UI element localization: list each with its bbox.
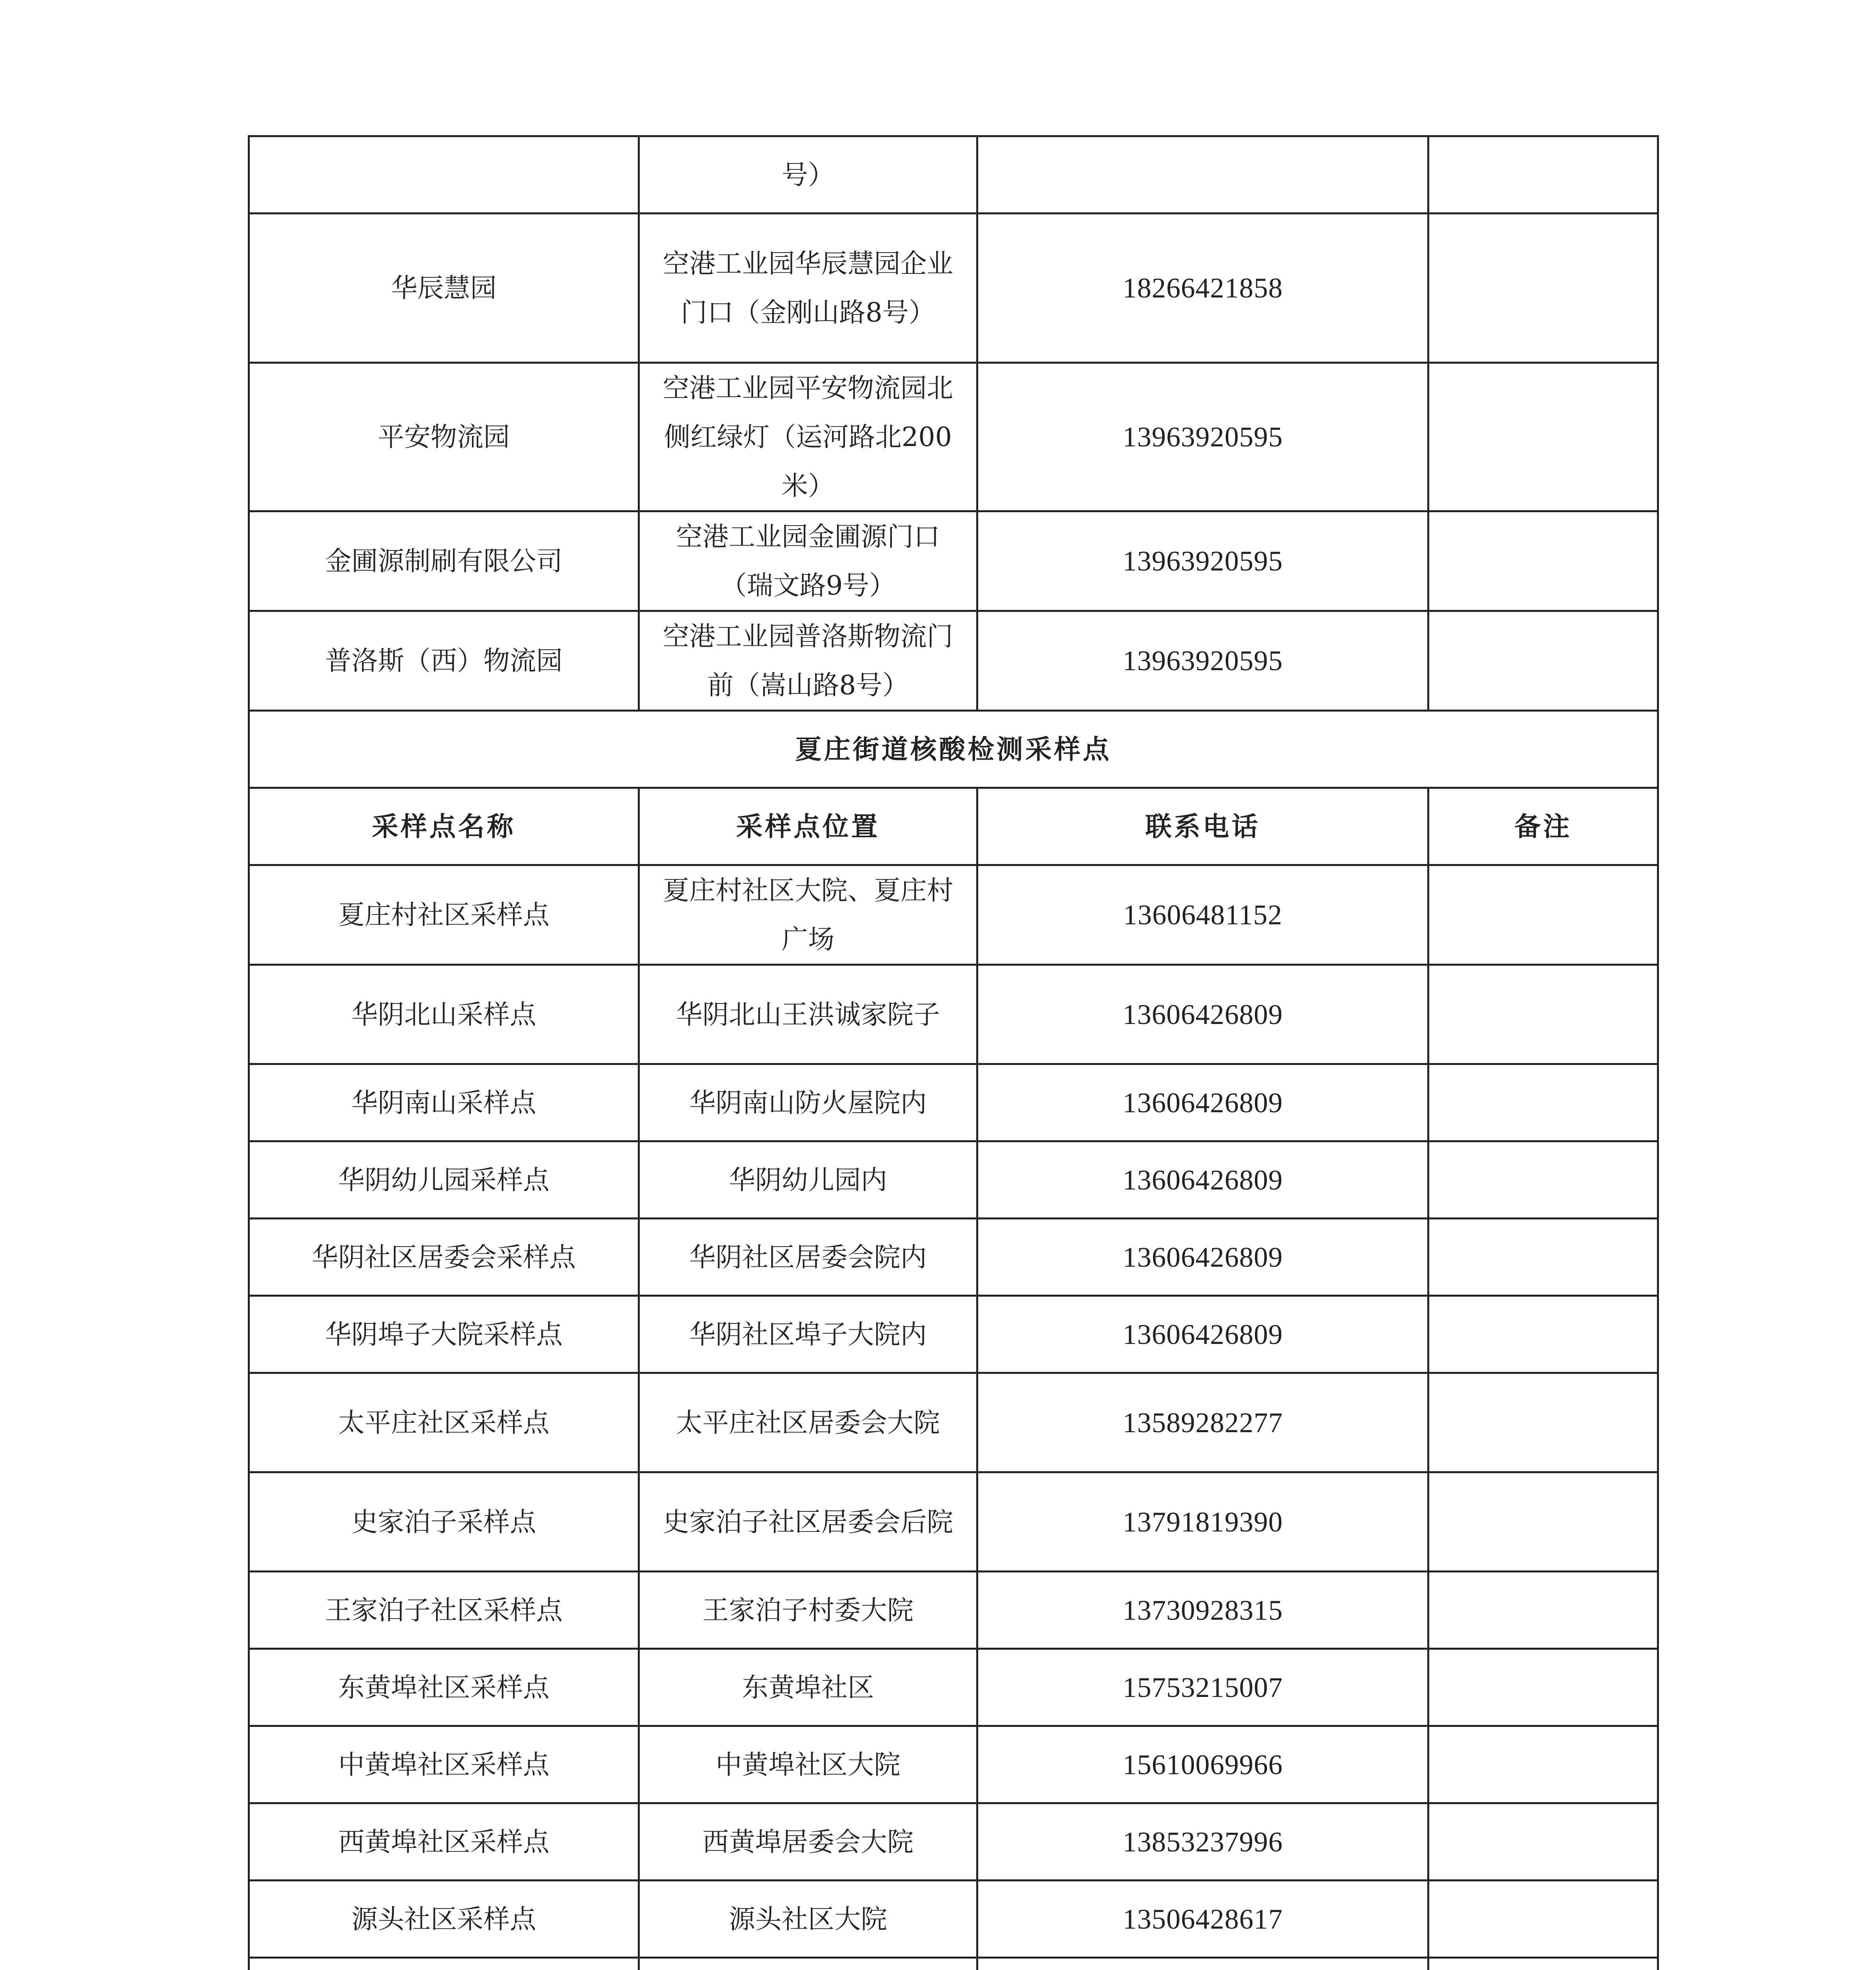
phone-cell: 13791819390 (977, 1472, 1428, 1572)
name-cell: 金圃源制刷有限公司 (249, 511, 639, 611)
phone-cell: 15753215007 (977, 1649, 1428, 1726)
location-cell: 中黄埠社区大院 (639, 1726, 977, 1803)
name-cell: 华阴南山采样点 (249, 1064, 639, 1141)
location-cell: 号） (639, 136, 977, 214)
note-cell (1428, 1803, 1658, 1881)
phone-cell: 13963920595 (977, 363, 1428, 511)
table-row (249, 1296, 1658, 1373)
table-row (249, 1141, 1658, 1219)
location-cell: 空港工业园普洛斯物流门前（嵩山路8号） (639, 611, 977, 711)
name-cell: 平安物流园 (249, 363, 639, 511)
column-header-note: 备注 (1428, 788, 1658, 865)
name-cell (249, 1958, 639, 1970)
table-row (249, 965, 1658, 1064)
location-cell: 源头社区大院 (639, 1881, 977, 1958)
note-cell (1428, 865, 1658, 965)
name-cell: 中黄埠社区采样点 (249, 1726, 639, 1803)
phone-cell: 13589282277 (977, 1373, 1428, 1472)
table-row (249, 611, 1658, 711)
location-cell: 华阴社区埠子大院内 (639, 1296, 977, 1373)
table-row (249, 1472, 1658, 1572)
table-row (249, 1219, 1658, 1296)
note-cell (1428, 511, 1658, 611)
note-cell (1428, 1649, 1658, 1726)
name-cell: 华阴幼儿园采样点 (249, 1141, 639, 1219)
phone-cell: 15610069966 (977, 1726, 1428, 1803)
table-row (249, 214, 1658, 363)
location-cell: 华阴北山王洪诚家院子 (639, 965, 977, 1064)
note-cell (1428, 1958, 1658, 1970)
location-cell: 空港工业园华辰慧园企业门口（金刚山路8号） (639, 214, 977, 363)
location-cell: 东黄埠社区 (639, 1649, 977, 1726)
note-cell (1428, 136, 1658, 214)
location-cell: 华阴幼儿园内 (639, 1141, 977, 1219)
name-cell: 华阴北山采样点 (249, 965, 639, 1064)
table-row (249, 1726, 1658, 1803)
note-cell (1428, 1219, 1658, 1296)
table-row (249, 1803, 1658, 1881)
location-cell: 华阴南山防火屋院内 (639, 1064, 977, 1141)
name-cell: 夏庄村社区采样点 (249, 865, 639, 965)
phone-cell: 13606426809 (977, 1064, 1428, 1141)
name-cell: 华阴社区居委会采样点 (249, 1219, 639, 1296)
phone-cell (977, 1958, 1428, 1970)
location-cell: 史家泊子社区居委会后院 (639, 1472, 977, 1572)
location-cell: 空港工业园金圃源门口（瑞文路9号） (639, 511, 977, 611)
phone-cell: 13853237996 (977, 1803, 1428, 1881)
name-cell: 华阴埠子大院采样点 (249, 1296, 639, 1373)
note-cell (1428, 1064, 1658, 1141)
section-title: 夏庄街道核酸检测采样点 (249, 711, 1658, 788)
sampling-points-table (248, 135, 1659, 1970)
note-cell (1428, 1572, 1658, 1649)
phone-cell: 13606426809 (977, 1296, 1428, 1373)
table-row (249, 136, 1658, 214)
name-cell: 史家泊子采样点 (249, 1472, 639, 1572)
column-header-location: 采样点位置 (639, 788, 977, 865)
table-row (249, 865, 1658, 965)
note-cell (1428, 363, 1658, 511)
phone-cell: 13606481152 (977, 865, 1428, 965)
note-cell (1428, 1726, 1658, 1803)
name-cell: 源头社区采样点 (249, 1881, 639, 1958)
note-cell (1428, 965, 1658, 1064)
phone-cell: 13606426809 (977, 1141, 1428, 1219)
table-row (249, 511, 1658, 611)
phone-cell: 13730928315 (977, 1572, 1428, 1649)
phone-cell: 18266421858 (977, 214, 1428, 363)
name-cell: 华辰慧园 (249, 214, 639, 363)
phone-cell: 13606426809 (977, 965, 1428, 1064)
section-title-row (249, 711, 1658, 788)
phone-cell: 13606426809 (977, 1219, 1428, 1296)
location-cell: 华阴社区居委会院内 (639, 1219, 977, 1296)
location-cell: 空港工业园平安物流园北侧红绿灯（运河路北200米） (639, 363, 977, 511)
note-cell (1428, 611, 1658, 711)
column-header-name: 采样点名称 (249, 788, 639, 865)
note-cell (1428, 214, 1658, 363)
table-row (249, 1572, 1658, 1649)
location-cell: 王家泊子村委大院 (639, 1572, 977, 1649)
note-cell (1428, 1296, 1658, 1373)
phone-cell: 13963920595 (977, 611, 1428, 711)
note-cell (1428, 1472, 1658, 1572)
header-row (249, 788, 1658, 865)
phone-cell: 13506428617 (977, 1881, 1428, 1958)
table-row (249, 1064, 1658, 1141)
name-cell: 王家泊子社区采样点 (249, 1572, 639, 1649)
location-cell: 太平庄社区居委会大院 (639, 1373, 977, 1472)
column-header-phone: 联系电话 (977, 788, 1428, 865)
table-row (249, 1958, 1658, 1970)
location-cell: 西黄埠居委会大院 (639, 1803, 977, 1881)
name-cell: 西黄埠社区采样点 (249, 1803, 639, 1881)
table-row (249, 1881, 1658, 1958)
note-cell (1428, 1141, 1658, 1219)
name-cell: 太平庄社区采样点 (249, 1373, 639, 1472)
note-cell (1428, 1881, 1658, 1958)
table-row (249, 1373, 1658, 1472)
phone-cell: 13963920595 (977, 511, 1428, 611)
name-cell: 东黄埠社区采样点 (249, 1649, 639, 1726)
table-row (249, 1649, 1658, 1726)
name-cell (249, 136, 639, 214)
name-cell: 普洛斯（西）物流园 (249, 611, 639, 711)
note-cell (1428, 1373, 1658, 1472)
location-cell: 夏庄村社区大院、夏庄村广场 (639, 865, 977, 965)
phone-cell (977, 136, 1428, 214)
location-cell (639, 1958, 977, 1970)
table-row (249, 363, 1658, 511)
